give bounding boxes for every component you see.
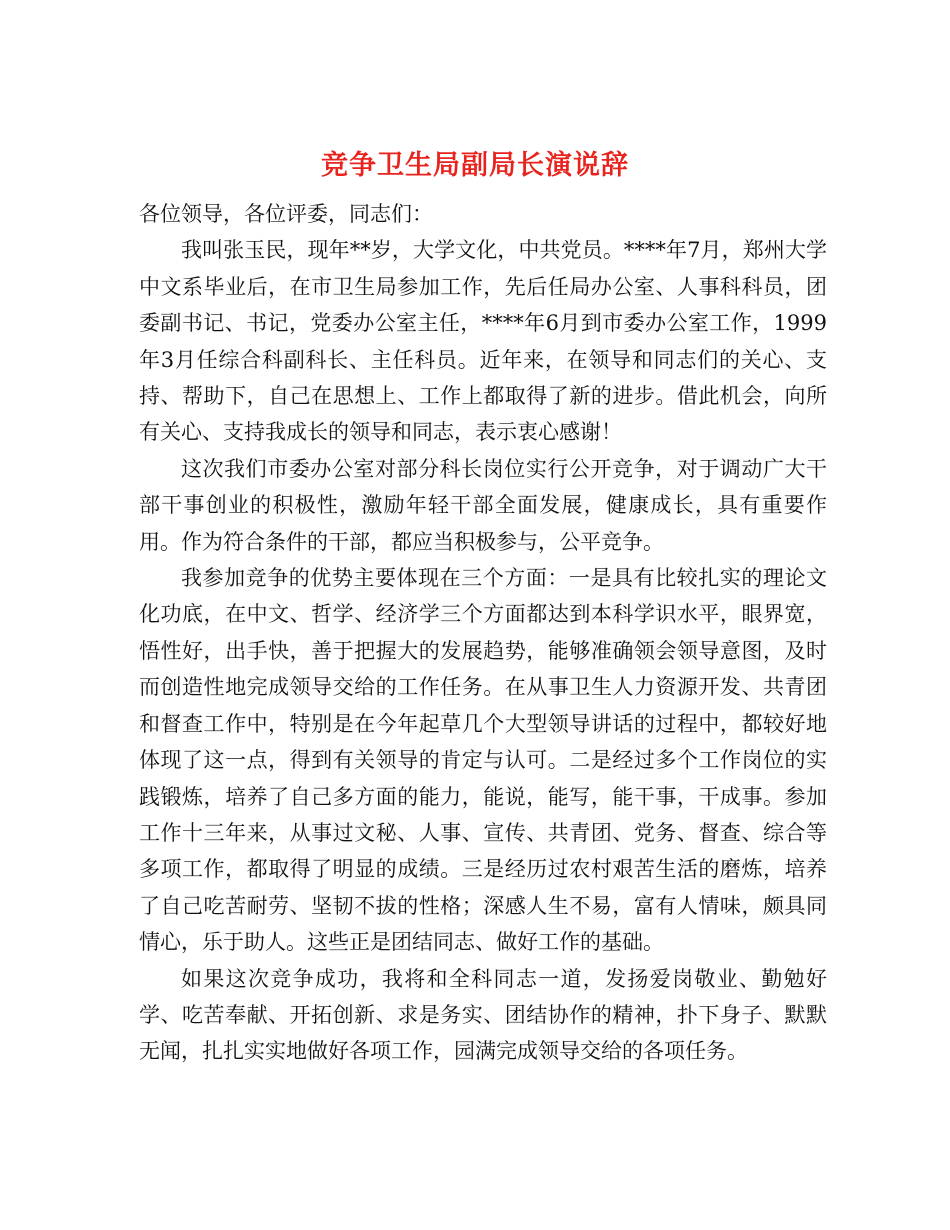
paragraph-competition: 这次我们市委办公室对部分科长岗位实行公开竞争，对于调动广大干部干事创业的积极性，激励年轻干部全面发展，健康成长，具有重要作用。作为符合条件的干部，都应当积极参与，公平竞争。 xyxy=(139,456,827,554)
document-body xyxy=(139,196,827,1070)
paragraph-commitment: 如果这次竞争成功，我将和全科同志一道，发扬爱岗敬业、勤勉好学、吃苦奉献、开拓创新、求是务实、团结协作的精神，扑下身子、默默无闻，扎扎实实地做好各项工作，园满完成领导交给的各项任务。 xyxy=(139,966,827,1064)
paragraph-introduction: 我叫张玉民，现年**岁，大学文化，中共党员。****年7月，郑州大学中文系毕业后，在市卫生局参加工作，先后任局办公室、人事科科员，团委副书记、书记，党委办公室主任，****年6月到市委办公室工作，1999年3月任综合科副科长、主任科员。近年来，在领导和同志们的关心、支持、帮助下，自己在思想上、工作上都取得了新的进步。借此机会，向所有关心、支持我成长的领导和同志，表示衷心感谢！ xyxy=(139,238,827,445)
paragraph-advantages: 我参加竞争的优势主要体现在三个方面：一是具有比较扎实的理论文化功底，在中文、哲学、经济学三个方面都达到本科学识水平，眼界宽，悟性好，出手快，善于把握大的发展趋势，能够准确领会领导意图，及时而创造性地完成领导交给的工作任务。在从事卫生人力资源开发、共青团和督查工作中，特别是在今年起草几个大型领导讲话的过程中，都较好地体现了这一点，得到有关领导的肯定与认可。二是经过多个工作岗位的实践锻炼，培养了自己多方面的能力，能说，能写，能干事，干成事。参加工作十三年来，从事过文秘、人事、宣传、共青团、党务、督查、综合等多项工作，都取得了明显的成绩。三是经历过农村艰苦生活的磨炼，培养了自己吃苦耐劳、坚韧不拔的性格；深感人生不易，富有人情味，颇具同情心，乐于助人。这些正是团结同志、做好工作的基础。 xyxy=(139,566,827,955)
document-title: 竞争卫生局副局长演说辞 xyxy=(321,150,629,182)
salutation: 各位领导，各位评委，同志们： xyxy=(139,202,433,226)
